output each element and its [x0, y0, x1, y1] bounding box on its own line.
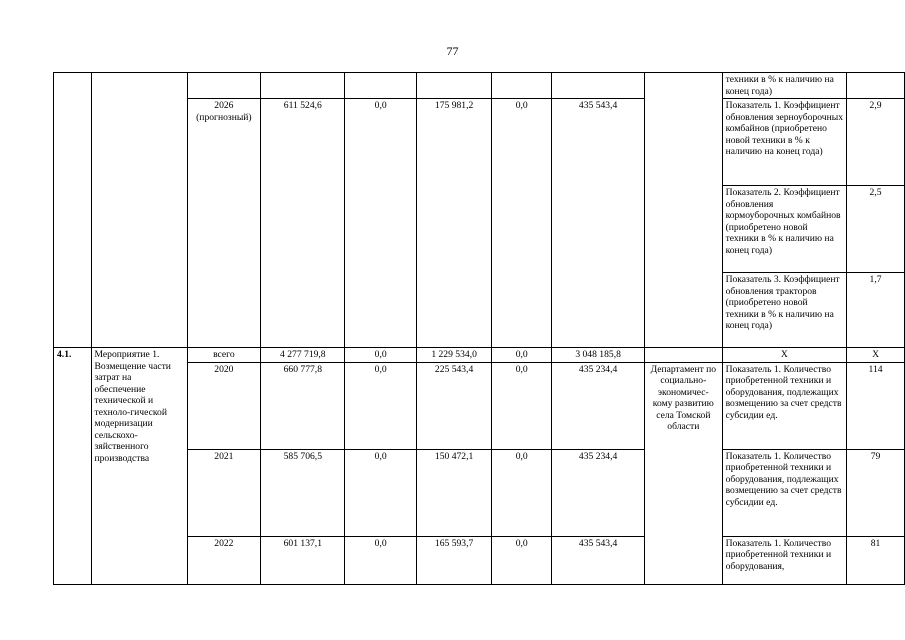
cell-executor — [645, 348, 722, 363]
cell-regional: 165 593,7 — [416, 536, 492, 584]
cell-value: Х — [847, 348, 905, 363]
table-row — [54, 73, 905, 99]
cell-total: 585 706,5 — [261, 449, 345, 536]
cell-value: 2,9 — [847, 99, 905, 186]
cell-year: 2020 — [187, 362, 261, 449]
cell-regional: 150 472,1 — [416, 449, 492, 536]
cell-executor: Департамент по социально-экономичес-кому развитию села Томской области — [645, 362, 722, 584]
cell-indicator: Показатель 2. Коэффициент обновления кормоуборочных комбайнов (приобретено новой техники в % к наличию на конец года) — [722, 186, 847, 273]
cell-local: 0,0 — [492, 536, 552, 584]
cell-indicator: Показатель 3. Коэффициент обновления тракторов (приобретено новой техники в % к наличию на конец года) — [722, 273, 847, 348]
cell-federal: 0,0 — [345, 536, 416, 584]
cell-num — [54, 73, 92, 348]
cell-year: 2021 — [187, 449, 261, 536]
cell-value — [847, 73, 905, 99]
cell-other: 435 543,4 — [552, 99, 645, 348]
cell-total: 601 137,1 — [261, 536, 345, 584]
cell-year: 2026 (прогнозный) — [187, 99, 261, 348]
cell-total — [261, 73, 345, 99]
cell-indicator: техники в % к наличию на конец года) — [722, 73, 847, 99]
program-table — [53, 72, 905, 585]
cell-indicator: Показатель 1. Количество приобретенной техники и оборудования, подлежащих возмещению за счет средств субсидии ед. — [722, 362, 847, 449]
cell-other: 435 234,4 — [552, 449, 645, 536]
cell-value: 79 — [847, 449, 905, 536]
cell-value: 2,5 — [847, 186, 905, 273]
cell-local: 0,0 — [492, 99, 552, 348]
cell-federal: 0,0 — [345, 362, 416, 449]
cell-federal: 0,0 — [345, 348, 416, 363]
cell-regional — [416, 73, 492, 99]
cell-value: 114 — [847, 362, 905, 449]
cell-other — [552, 73, 645, 99]
cell-other: 3 048 185,8 — [552, 348, 645, 363]
cell-indicator: Х — [722, 348, 847, 363]
cell-regional: 225 543,4 — [416, 362, 492, 449]
cell-other: 435 234,4 — [552, 362, 645, 449]
cell-name: Мероприятие 1. Возмещение части затрат на обеспечение технической и техноло-гической модернизации сельскохо-зяйственного производства — [91, 348, 187, 585]
cell-local — [492, 73, 552, 99]
cell-total: 4 277 719,8 — [261, 348, 345, 363]
cell-indicator: Показатель 1. Количество приобретенной техники и оборудования, подлежащих возмещению за счет средств субсидии ед. — [722, 449, 847, 536]
cell-regional: 175 981,2 — [416, 99, 492, 348]
cell-local: 0,0 — [492, 449, 552, 536]
cell-federal: 0,0 — [345, 99, 416, 348]
cell-num: 4.1. — [54, 348, 92, 585]
cell-local: 0,0 — [492, 362, 552, 449]
cell-executor — [645, 73, 722, 348]
table-row — [54, 348, 905, 363]
cell-federal — [345, 73, 416, 99]
cell-total: 611 524,6 — [261, 99, 345, 348]
cell-total: 660 777,8 — [261, 362, 345, 449]
cell-regional: 1 229 534,0 — [416, 348, 492, 363]
cell-year: всего — [187, 348, 261, 363]
cell-year: 2022 — [187, 536, 261, 584]
cell-federal: 0,0 — [345, 449, 416, 536]
cell-name — [91, 73, 187, 348]
cell-indicator: Показатель 1. Количество приобретенной техники и оборудования, — [722, 536, 847, 584]
cell-value: 1,7 — [847, 273, 905, 348]
page-number: 77 — [446, 44, 459, 58]
cell-local: 0,0 — [492, 348, 552, 363]
cell-year — [187, 73, 261, 99]
cell-value: 81 — [847, 536, 905, 584]
cell-other: 435 543,4 — [552, 536, 645, 584]
cell-indicator: Показатель 1. Коэффициент обновления зерноуборочных комбайнов (приобретено новой техники в % к наличию на конец года) — [722, 99, 847, 186]
